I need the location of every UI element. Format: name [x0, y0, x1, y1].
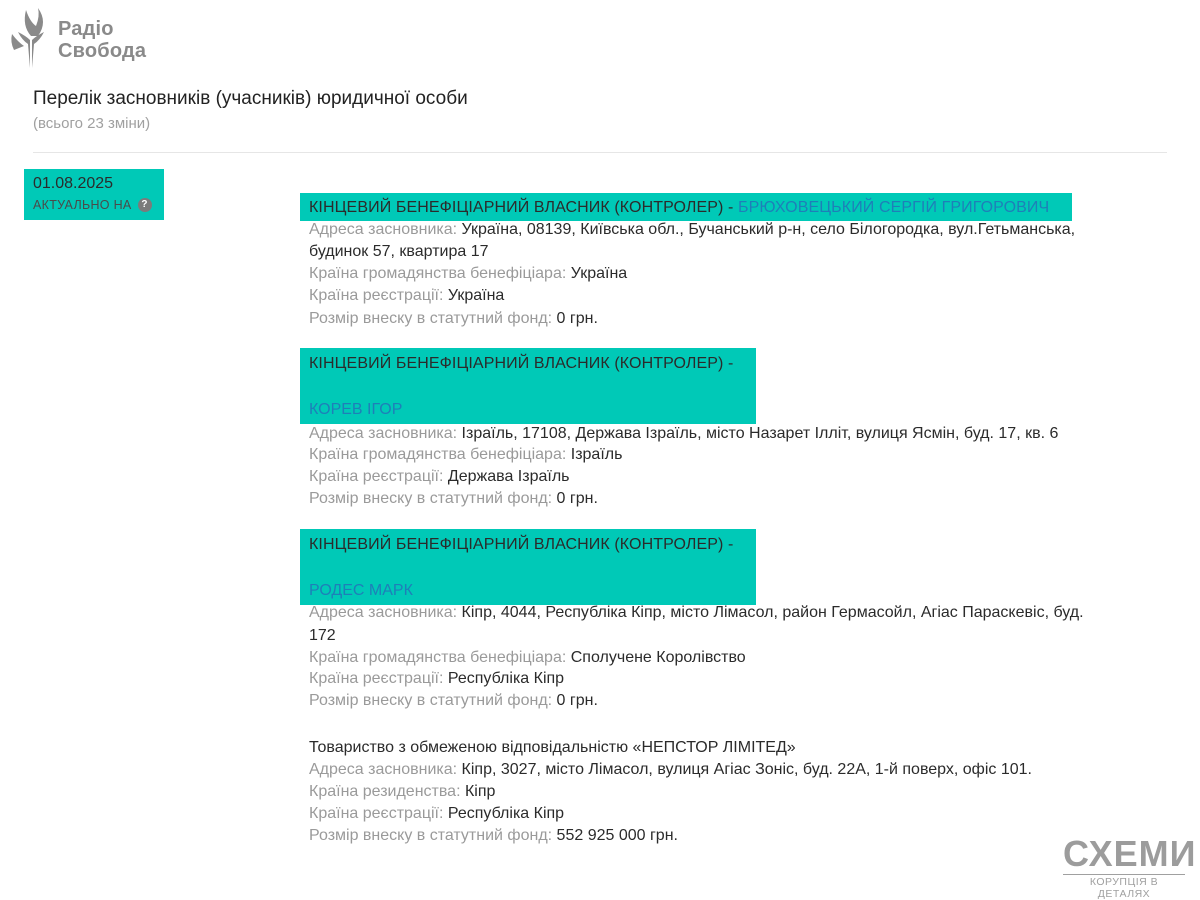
capital-value: 0 грн.: [556, 692, 598, 709]
entry-2-citizenship: [309, 444, 622, 466]
registration-label: Країна реєстрації:: [309, 805, 444, 822]
registration-value: Республіка Кіпр: [447, 805, 565, 822]
address-value: Кіпр, 3027, місто Лімасол, вулиця Агіас Зоніс, буд. 22А, 1-й поверх, офіс 101.: [461, 761, 1032, 778]
entry-2-registration: [309, 466, 569, 488]
entry-1-role: КІНЦЕВИЙ БЕНЕФІЦІАРНИЙ ВЛАСНИК (КОНТРОЛЕР) -: [309, 199, 734, 216]
registration-value: Україна: [447, 287, 505, 304]
entry-1-header: [309, 197, 1049, 219]
capital-value: 552 925 000 грн.: [556, 827, 678, 844]
entry-2-address: [309, 423, 1058, 445]
registration-label: Країна реєстрації:: [309, 468, 444, 485]
registration-value: Держава Ізраїль: [447, 468, 570, 485]
citizenship-label: Країна громадянства бенефіціара:: [309, 265, 567, 282]
citizenship-label: Країна громадянства бенефіціара:: [309, 649, 567, 666]
entry-3-capital: [309, 690, 598, 712]
entry-2-role: КІНЦЕВИЙ БЕНЕФІЦІАРНИЙ ВЛАСНИК (КОНТРОЛЕР) -: [309, 355, 734, 372]
entry-3-registration: [309, 668, 564, 690]
address-label: Адреса засновника:: [309, 425, 458, 442]
schemy-tagline: КОРУПЦІЯ В ДЕТАЛЯХ: [1063, 874, 1185, 900]
radio-svoboda-logo[interactable]: [8, 6, 148, 70]
entry-3-citizenship: [309, 647, 746, 669]
capital-label: Розмір внеску в статутний фонд:: [309, 827, 553, 844]
brand-name-line2: Свобода: [58, 40, 147, 62]
residence-value: Кіпр: [464, 783, 496, 800]
schemy-word: СХЕМИ: [1063, 833, 1197, 874]
actual-label-text: АКТУАЛЬНО НА: [33, 198, 132, 212]
citizenship-label: Країна громадянства бенефіціара:: [309, 446, 567, 463]
address-value: Україна, 08139, Київська обл., Бучанський р-н, село Білогородка, вул.Гетьманська,: [461, 221, 1076, 238]
entry-4-residence: [309, 781, 495, 803]
brand-name: [58, 18, 146, 62]
address-value: Кіпр, 4044, Республіка Кіпр, місто Лімасол, район Гермасойл, Агіас Параскевіс, буд.: [461, 604, 1084, 621]
entry-1-citizenship: [309, 263, 627, 285]
capital-value: 0 грн.: [556, 310, 598, 327]
entry-1-registration: [309, 285, 504, 307]
entry-1-name[interactable]: БРЮХОВЕЦЬКИЙ СЕРГІЙ ГРИГОРОВИЧ: [738, 199, 1050, 216]
entry-1-address-cont: будинок 57, квартира 17: [309, 243, 489, 260]
changes-count[interactable]: (всього 23 зміни): [33, 115, 151, 132]
entry-3-role: КІНЦЕВИЙ БЕНЕФІЦІАРНИЙ ВЛАСНИК (КОНТРОЛЕР) -: [309, 536, 734, 553]
citizenship-value: Сполучене Королівство: [570, 649, 746, 666]
torch-icon: [8, 6, 54, 70]
page-title: Перелік засновників (учасників) юридичної особи: [33, 88, 468, 109]
schemy-watermark: [1063, 833, 1197, 900]
entry-4-company: Товариство з обмеженою відповідальністю «НЕПСТОР ЛІМІТЕД»: [309, 739, 796, 756]
divider: [33, 152, 1167, 153]
entry-3-address: [309, 602, 1084, 624]
citizenship-value: Україна: [570, 265, 628, 282]
address-label: Адреса засновника:: [309, 604, 458, 621]
residence-label: Країна резиденства:: [309, 783, 461, 800]
address-value: Ізраїль, 17108, Держава Ізраїль, місто Назарет Ілліт, вулиця Ясмін, буд. 17, кв. 6: [461, 425, 1059, 442]
actual-date-box: [24, 169, 164, 220]
actual-label: [33, 198, 155, 212]
entry-1-address: [309, 219, 1075, 241]
entry-2-capital: [309, 488, 598, 510]
registration-label: Країна реєстрації:: [309, 287, 444, 304]
capital-label: Розмір внеску в статутний фонд:: [309, 310, 553, 327]
citizenship-value: Ізраїль: [570, 446, 623, 463]
registration-label: Країна реєстрації:: [309, 670, 444, 687]
capital-label: Розмір внеску в статутний фонд:: [309, 692, 553, 709]
brand-name-line1: Радіо: [58, 18, 114, 40]
registration-value: Республіка Кіпр: [447, 670, 565, 687]
entry-4-address: [309, 759, 1032, 781]
capital-value: 0 грн.: [556, 490, 598, 507]
entry-3-name[interactable]: РОДЕС МАРК: [309, 582, 413, 599]
entry-2-name[interactable]: КОРЕВ ІГОР: [309, 401, 403, 418]
entry-4-capital: [309, 825, 678, 847]
entry-1-capital: [309, 308, 598, 330]
address-label: Адреса засновника:: [309, 221, 458, 238]
entry-4-registration: [309, 803, 564, 825]
capital-label: Розмір внеску в статутний фонд:: [309, 490, 553, 507]
actual-date: 01.08.2025: [33, 175, 114, 192]
help-icon[interactable]: ?: [138, 198, 152, 212]
entry-3-address-cont: 172: [309, 627, 336, 644]
address-label: Адреса засновника:: [309, 761, 458, 778]
